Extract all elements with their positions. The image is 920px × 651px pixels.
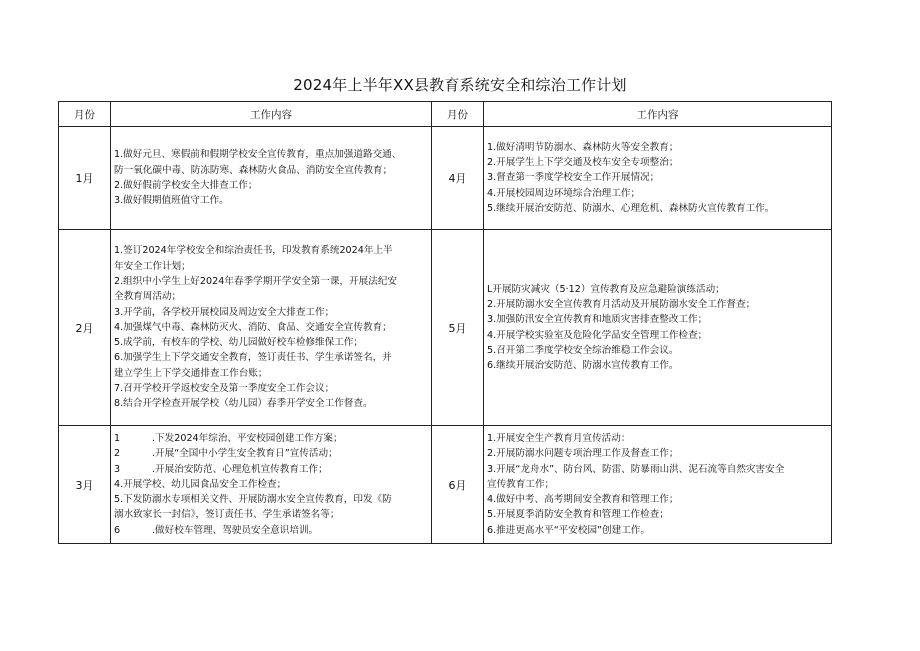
list-item: 4.开展校园周边环境综合治理工作； [487,187,641,199]
list-item: 3.开学前，各学校开展校园及周边安全大排查工作； [114,306,335,318]
item-text: .开展治安防范、心理危机宣传教育工作； [152,463,328,475]
header-month-2: 月份 [432,102,484,127]
list-item: 8.结合开学检查开展学校（幼儿园）春季开学安全工作督查。 [114,398,373,410]
list-item [114,507,429,522]
month-cell: 4月 [432,127,484,230]
list-item: 3.做好假期值班值守工作。 [114,195,229,207]
header-content-2: 工作内容 [484,102,832,127]
list-item: L开展防灾减灾（5·12）宣传教育及应急避险演练活动； [487,283,725,295]
content-cell [111,426,432,544]
list-item [114,446,429,461]
month-cell: 1月 [59,127,111,230]
list-item: 6.加强学生上下学交通安全教育，签订责任书、学生承诺签名，并 [114,352,392,364]
list-item: 1.开展安全生产教育月宣传活动： [487,432,631,444]
header-month: 月份 [59,102,111,127]
month-cell: 6月 [432,426,484,544]
list-item [114,431,429,446]
month-cell: 2月 [59,230,111,426]
content-cell [484,426,832,544]
list-item: 4.开展学校实验室及危险化学品安全管理工作检查； [487,329,708,341]
list-item: 5.开展夏季消防安全教育和管理工作检查； [487,509,669,521]
content-cell [484,230,832,426]
list-item: 2.开展防溺水问题专项治理工作及督查工作； [487,448,679,460]
list-item: 3.督查第一季度学校安全工作开展情况； [487,172,660,184]
month-cell: 5月 [432,230,484,426]
list-item: 6.继续开展治安防范、防溺水宣传教育工作。 [487,360,679,372]
list-item: 3.开展“龙舟水”、防台风、防雷、防暴雨山洪、泥石流等自然灾害安全 [487,463,785,475]
list-item: 2.开展学生上下学交通及校车安全专项整治； [487,157,679,169]
item-text: .下发2024年综治、平安校园创建工作方案； [152,432,343,444]
list-item [114,477,429,492]
list-item: 宣传教育工作； [487,478,555,490]
list-item: 3.加强防汛安全宣传教育和地质灾害排查整改工作； [487,314,708,326]
item-text: .做好校车管理、驾驶员安全意识培训。 [152,524,319,536]
list-item: 5.成学前，有校车的学校、幼儿园做好校车检修维保工作； [114,337,363,349]
list-item: 1.做好清明节防溺水、森林防火等安全教育； [487,141,679,153]
list-item: 4.做好中考、高考期间安全教育和管理工作； [487,494,679,506]
list-item: 5.召开第二季度学校安全综治维稳工作会议。 [487,344,679,356]
list-item: 年安全工作计划； [114,260,191,272]
list-item: 2.做好假前学校安全大排查工作； [114,180,258,191]
page-title: 2024年上半年XX县教育系统安全和综治工作计划 [293,76,627,94]
table-row [59,230,832,426]
list-item: 建立学生上下学交通排查工作台账； [114,367,268,379]
list-item: 6.推进更高水平“平安校园”创建工作。 [487,524,650,536]
header-row [59,102,832,127]
content-cell [111,127,432,230]
list-item: 1.做好元旦、寒假前和假期学校安全宣传教育，重点加强道路交通、 [114,149,402,161]
work-plan-table [58,101,832,544]
item-text: 5.下发防溺水专项相关文件、开展防溺水安全宣传教育，印发《防 [114,494,392,506]
list-item: 7.召开学校开学返校安全及第一季度安全工作会议； [114,383,335,395]
list-item [114,492,429,507]
item-number: 1 [114,432,121,444]
list-item: 防一氧化碳中毒、防冻防寒、森林防火食品、消防安全宣传教育； [114,164,393,176]
list-item: 1.签订2024年学校安全和综治责任书，印发教育系统2024年上半 [114,245,393,257]
item-text: 溺水致家长一封信》，签订责任书、学生承诺签名等； [114,509,340,521]
list-item: 4.加强煤气中毒、森林防灭火、消防、食品、交通安全宣传教育； [114,321,392,333]
content-cell [111,230,432,426]
item-number: 2 [114,448,121,460]
table-row [59,426,832,544]
item-text: .开展“全国中小学生安全教育日”宣传活动； [152,448,338,460]
list-item [114,523,429,538]
list-item: 5.继续开展治安防范、防溺水、心理危机、森林防火宣传教育工作。 [487,202,775,214]
item-text: 4.开展学校、幼儿园食品安全工作检查； [114,478,287,490]
list-item: 全教育周活动； [114,291,182,303]
list-item [114,462,429,477]
header-content: 工作内容 [111,102,432,127]
list-item: 2.开展防溺水安全宣传教育月活动及开展防溺水安全工作督查； [487,298,756,310]
table-row [59,127,832,230]
content-cell [484,127,832,230]
item-number: 6 [114,524,121,536]
month-cell: 3月 [59,426,111,544]
list-item: 2.组织中小学生上好2024年春季学期开学安全第一课，开展法纪安 [114,275,398,287]
item-number: 3 [114,463,121,475]
